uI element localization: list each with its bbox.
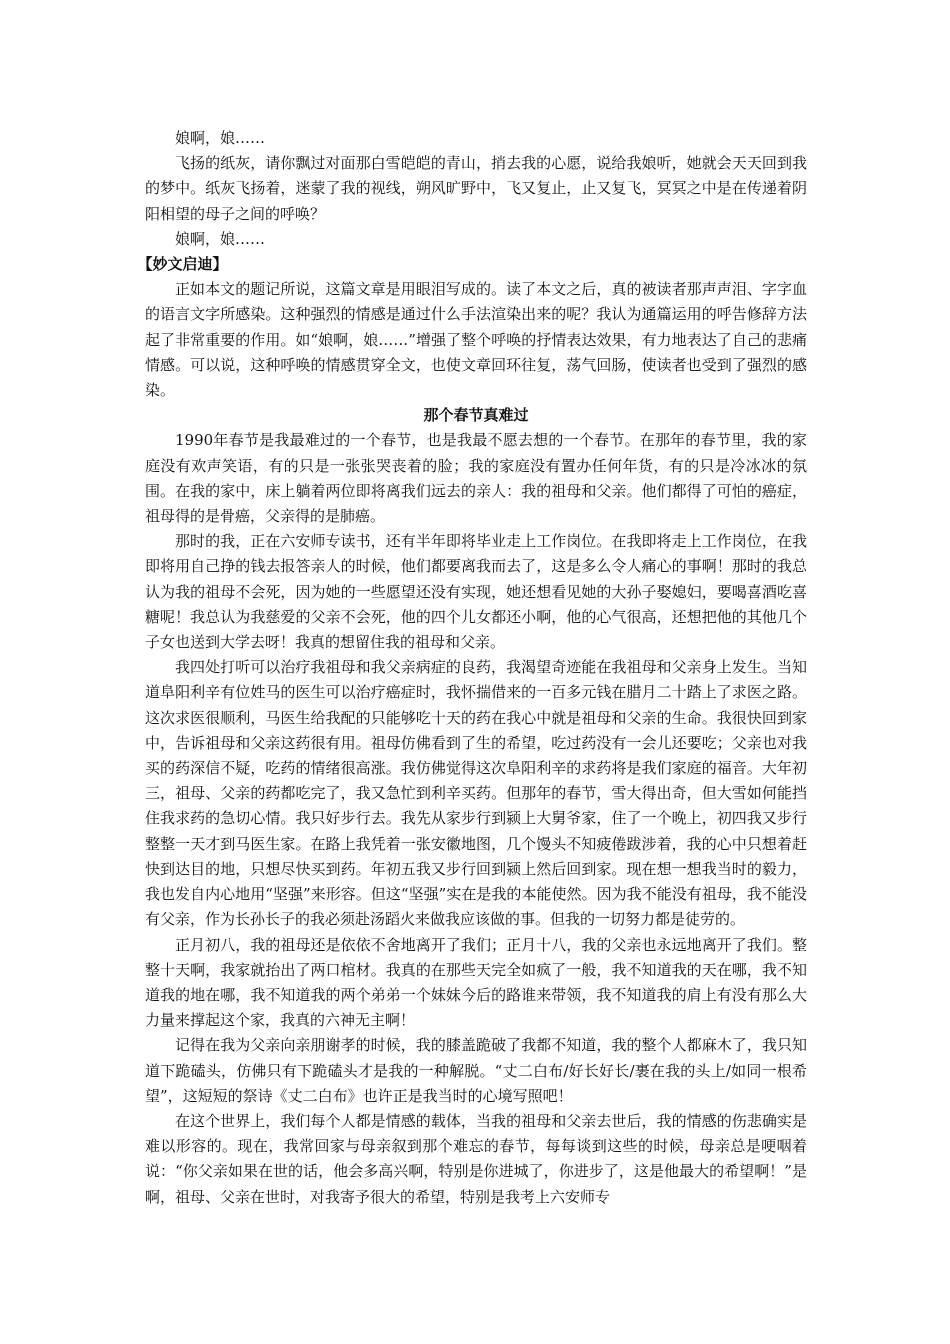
essay-paragraph: 1990年春节是我最难过的一个春节，也是我最不愿去想的一个春节。在那年的春节里，我的家庭没有欢声笑语，有的只是一张张哭丧着的脸；我的家庭没有置办任何年货，有的只是冷冰冰的氛围。在我的家中，床上躺着两位即将离我们远去的亲人：我的祖母和父亲。他们都得了可怕的癌症，祖母得的是骨癌，父亲得的是肺癌。 xyxy=(145,431,807,526)
commentary-paragraph: 正如本文的题记所说，这篇文章是用眼泪写成的。读了本文之后，真的被读者那声声泪、字字血的语言文字所感染。这种强烈的情感是通过什么手法渲染出来的呢？我认为通篇运用的呼告修辞方法起了非常重要的作用。如“娘啊，娘……”增强了整个呼唤的抒情表达效果，有力地表达了自己的悲痛情感。可以说，这种呼唤的情感贯穿全文，也使文章回环往复，荡气回肠，使读者也受到了强烈的感染。 xyxy=(145,280,807,400)
essay-paragraph: 在这个世界上，我们每个人都是情感的载体，当我的祖母和父亲去世后，我的情感的伤悲确实是难以形容的。现在，我常回家与母亲叙到那个难忘的春节，每每谈到这些的时候，母亲总是哽咽着说：“你父亲如果在世的话，他会多高兴啊，特别是你进城了，你进步了，这是他最大的希望啊！”是啊，祖母、父亲在世时，对我寄予很大的希望，特别是我考上六安师专 xyxy=(145,1111,807,1206)
essay-title: 那个春节真难过 xyxy=(423,406,529,425)
essay-paragraph: 我四处打听可以治疗我祖母和我父亲病症的良药，我渴望奇迹能在我祖母和父亲身上发生。当知道阜阳利辛有位姓马的医生可以治疗癌症时，我怀揣借来的一百多元钱在腊月二十踏上了求医之路。这次求医很顺利，马医生给我配的只能够吃十天的药在我心中就是祖母和父亲的生命。我很快回到家中，告诉祖母和父亲这药很有用。祖母仿佛看到了生的希望，吃过药没有一会儿还要吃；父亲也对我买的药深信不疑，吃药的情绪很高涨。我仿佛觉得这次阜阳利辛的求药将是我们家庭的福音。大年初三，祖母、父亲的药都吃完了，我又急忙到利辛买药。但那年的春节，雪大得出奇，但大雪如何能挡住我求药的急切心情。我只好步行去。我先从家步行到颍上大舅爷家，住了一个晚上，初四我又步行整整一天才到马医生家。在路上我凭着一张安徽地图，几个馒头不知疲倦跋涉着，我的心中只想着赶快到达目的地，只想尽快买到药。年初五我又步行回到颍上然后回到家。现在想一想我当时的毅力，我也发自内心地用“坚强”来形容。但这“坚强”实在是我的本能使然。因为我不能没有祖母，我不能没有父亲，作为长孙长子的我必须赴汤蹈火来做我应该做的事。但我的一切努力都是徒劳的。 xyxy=(145,658,807,929)
commentary-heading: 【妙文启迪】 xyxy=(137,255,228,274)
page-content xyxy=(137,126,807,1210)
story-paragraph: 娘啊，娘…… xyxy=(175,229,266,248)
story-paragraph: 娘啊，娘…… xyxy=(175,129,266,147)
essay-paragraph: 那时的我，正在六安师专读书，还有半年即将毕业走上工作岗位。在我即将走上工作岗位，在我即将用自己挣的钱去报答亲人的时候，他们都要离我而去了，这是多么令人痛心的事啊！那时的我总认为我的祖母不会死，因为她的一些愿望还没有实现，她还想看见她的大孙子娶媳妇，要喝喜酒吃喜糖呢！我总认为我慈爱的父亲不会死，他的四个儿女都还小啊，他的心气很高，还想把他的其他几个子女也送到大学去呀！我真的想留住我的祖母和父亲。 xyxy=(145,532,807,652)
essay-paragraph: 正月初八，我的祖母还是依依不舍地离开了我们；正月十八，我的父亲也永远地离开了我们。整整十天啊，我家就抬出了两口棺材。我真的在那些天完全如疯了一般，我不知道我的天在哪，我不知道我的地在哪，我不知道我的两个弟弟一个妹妹今后的路谁来带领，我不知道我的肩上有没有那么大力量来撑起这个家，我真的六神无主啊！ xyxy=(145,935,807,1030)
essay-paragraph: 记得在我为父亲向亲朋谢孝的时候，我的膝盖跪破了我都不知道，我的整个人都麻木了，我只知道下跪磕头，仿佛只有下跪磕头才是我的一种解脱。“丈二白布/好长好长/裹在我的头上/如同一根希望”，这短短的祭诗《丈二白布》也许正是我当时的心境写照吧！ xyxy=(145,1036,807,1105)
story-paragraph: 飞扬的纸灰，请你飘过对面那白雪皑皑的青山，捎去我的心愿，说给我娘听，她就会天天回到我的梦中。纸灰飞扬着，迷蒙了我的视线，朔风旷野中，飞又复止，止又复飞，冥冥之中是在传递着阴阳相望的母子之间的呼唤？ xyxy=(145,154,807,223)
